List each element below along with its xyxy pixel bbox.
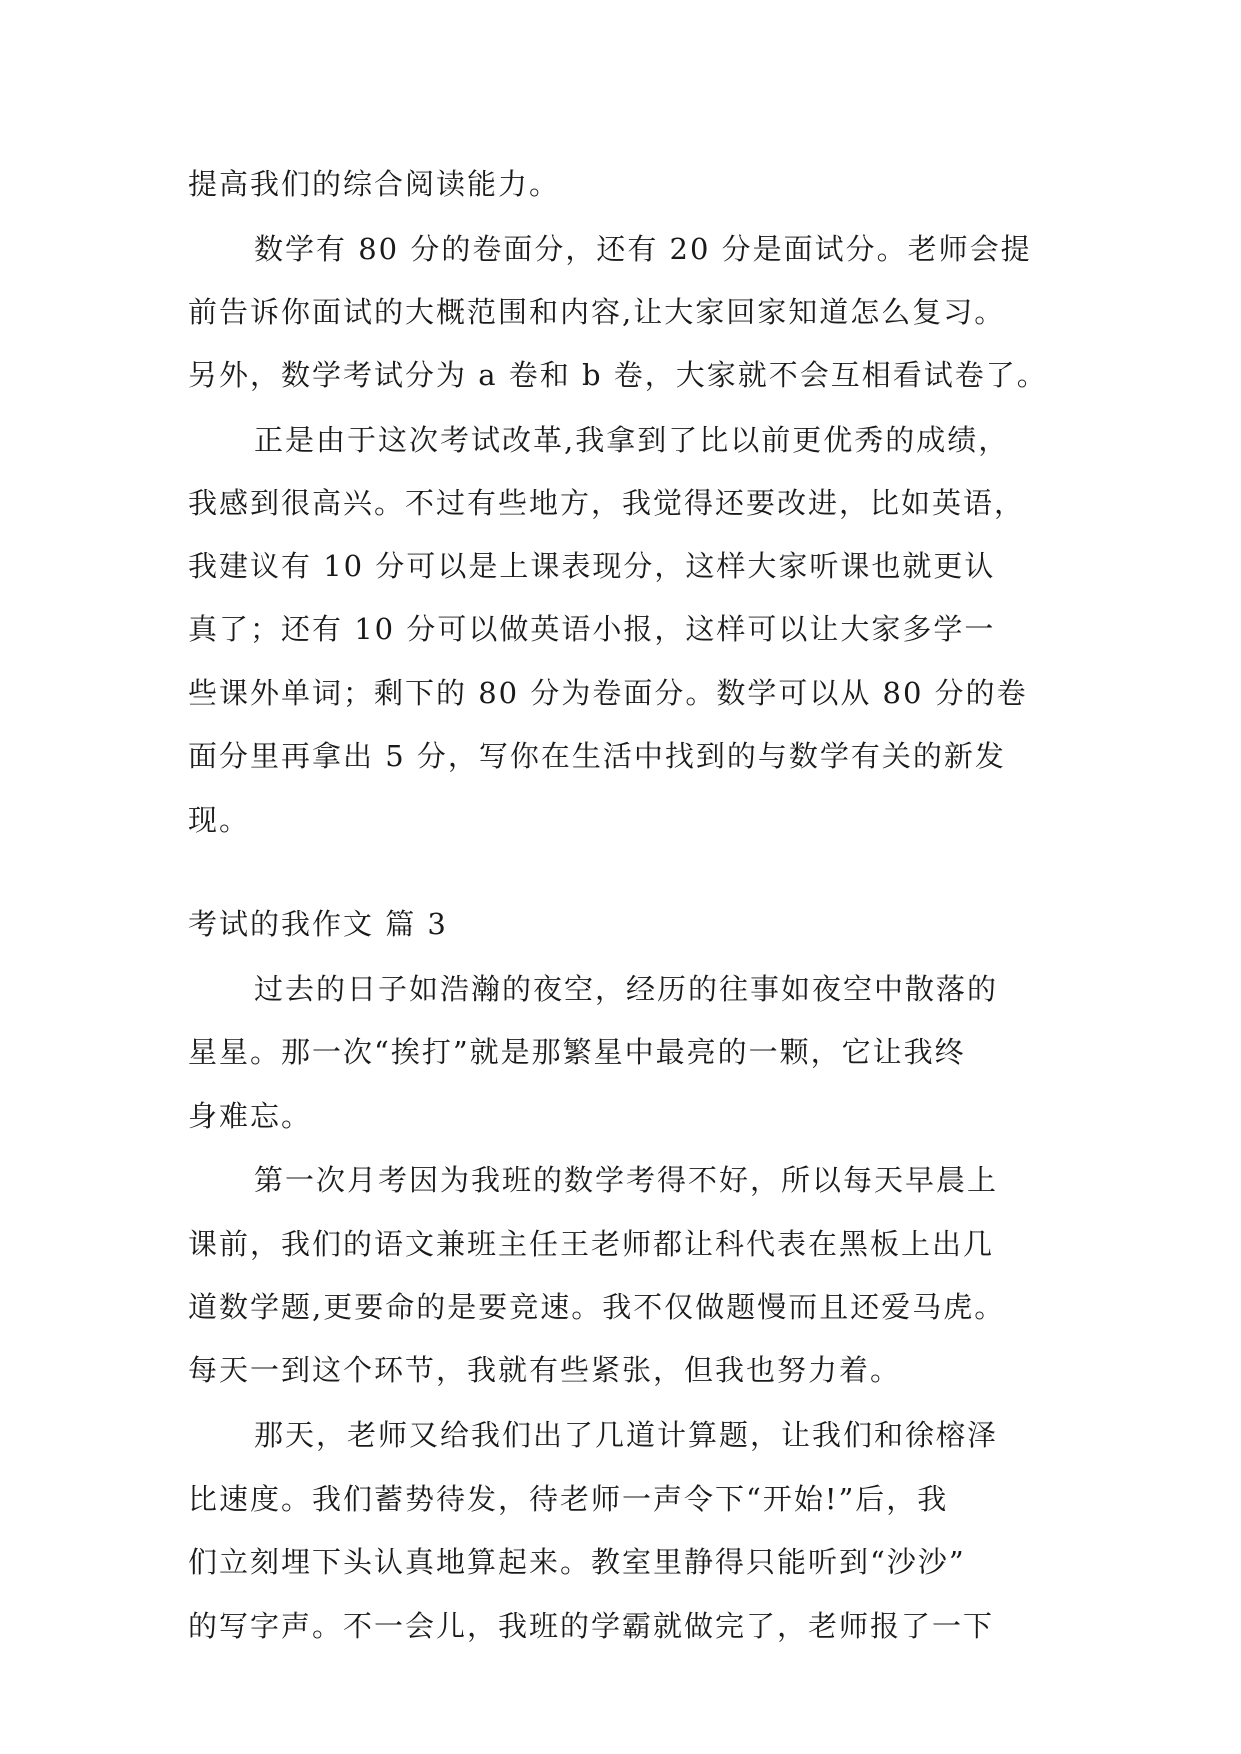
paragraph-line: 另外，数学考试分为 a 卷和 b 卷，大家就不会互相看试卷了。 bbox=[188, 358, 1048, 392]
paragraph-line: 现。 bbox=[188, 803, 251, 837]
paragraph-line: 每天一到这个环节，我就有些紧张，但我也努力着。 bbox=[188, 1353, 902, 1387]
paragraph-line: 我建议有 10 分可以是上课表现分，这样大家听课也就更认 bbox=[188, 549, 996, 583]
paragraph-line: 课前，我们的语文兼班主任王老师都让科代表在黑板上出几 bbox=[188, 1227, 995, 1261]
paragraph-line: 些课外单词；剩下的 80 分为卷面分。数学可以从 80 分的卷 bbox=[188, 676, 1028, 710]
paragraph-line: 星星。那一次“挨打”就是那繁星中最亮的一颗，它让我终 bbox=[188, 1035, 966, 1069]
paragraph-line: 比速度。我们蓄势待发，待老师一声令下“开始!”后，我 bbox=[188, 1482, 949, 1516]
paragraph-line: 们立刻埋下头认真地算起来。教室里静得只能听到“沙沙” bbox=[188, 1545, 966, 1579]
document-page bbox=[188, 0, 1088, 1754]
paragraph-line: 我感到很高兴。不过有些地方，我觉得还要改进，比如英语， bbox=[188, 486, 1026, 520]
paragraph-line: 提高我们的综合阅读能力。 bbox=[188, 167, 561, 201]
paragraph-line: 道数学题,更要命的是要竞速。我不仅做题慢而且还爱马虎。 bbox=[188, 1290, 1006, 1324]
paragraph-line: 正是由于这次考试改革,我拿到了比以前更优秀的成绩， bbox=[254, 423, 1010, 457]
paragraph-line: 的写字声。不一会儿，我班的学霸就做完了，老师报了一下 bbox=[188, 1609, 995, 1643]
section-heading: 考试的我作文 篇 3 bbox=[188, 907, 448, 941]
paragraph-line: 身难忘。 bbox=[188, 1099, 313, 1133]
paragraph-line: 真了；还有 10 分可以做英语小报，这样可以让大家多学一 bbox=[188, 612, 996, 646]
paragraph-line: 过去的日子如浩瀚的夜空，经历的往事如夜空中散落的 bbox=[254, 972, 999, 1006]
paragraph-line: 面分里再拿出 5 分，写你在生活中找到的与数学有关的新发 bbox=[188, 739, 1006, 773]
paragraph-line: 第一次月考因为我班的数学考得不好，所以每天早晨上 bbox=[254, 1163, 999, 1197]
paragraph-line: 数学有 80 分的卷面分，还有 20 分是面试分。老师会提 bbox=[254, 232, 1032, 266]
paragraph-line: 前告诉你面试的大概范围和内容,让大家回家知道怎么复习。 bbox=[188, 295, 1006, 329]
paragraph-line: 那天，老师又给我们出了几道计算题，让我们和徐榕泽 bbox=[254, 1418, 999, 1452]
